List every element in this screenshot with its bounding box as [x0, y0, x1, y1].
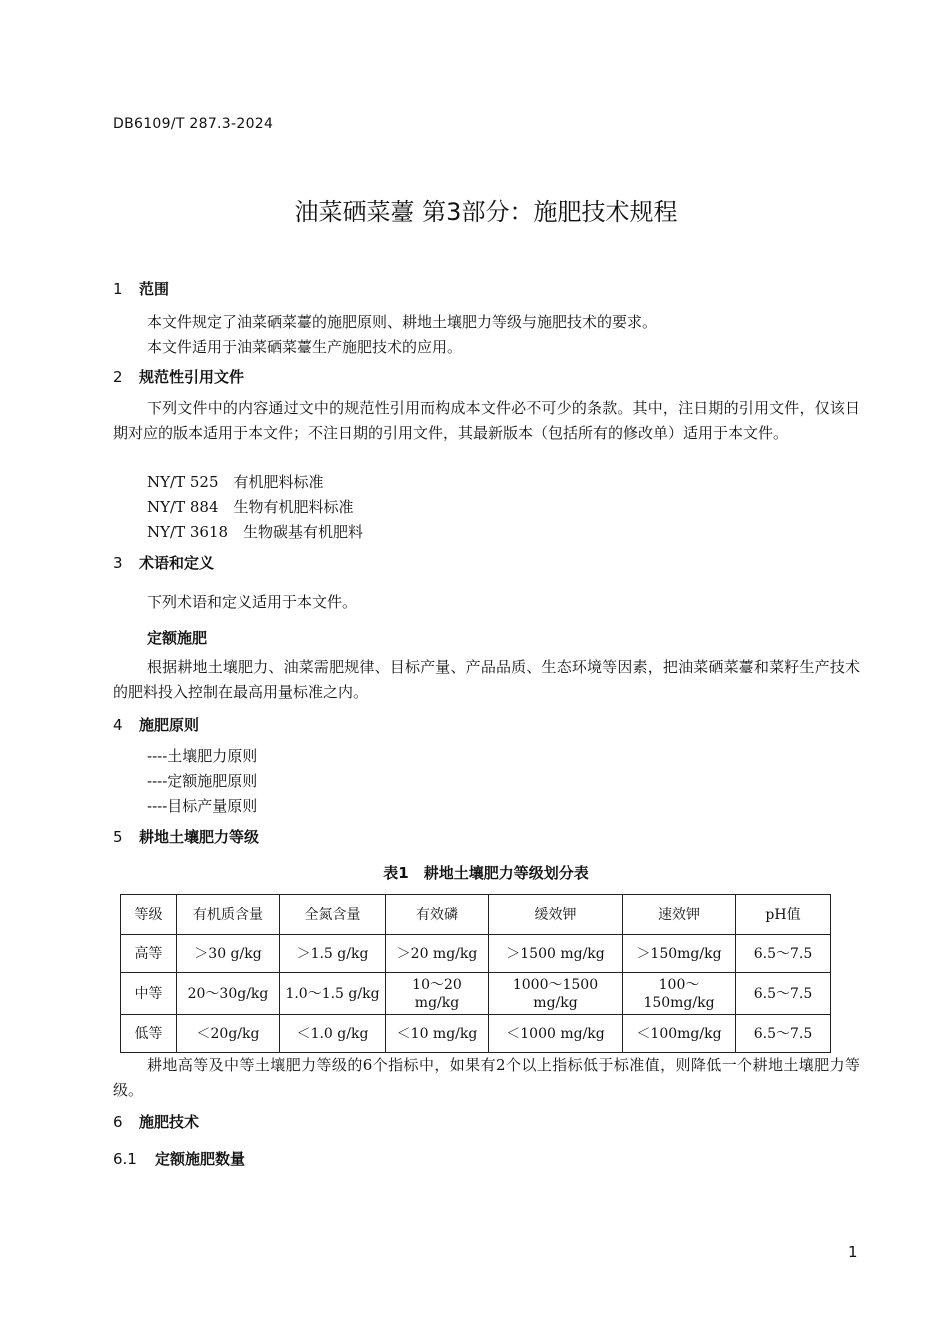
table-cell: 低等	[121, 1015, 177, 1053]
reference-item: NY/T 525 有机肥料标准	[147, 473, 324, 491]
table-cell: 100～150mg/kg	[623, 973, 736, 1015]
table-cell: 中等	[121, 973, 177, 1015]
soil-fertility-table	[120, 894, 831, 1053]
table-cell: ＞150mg/kg	[623, 935, 736, 973]
section-number: 3	[113, 554, 123, 572]
section-title: 规范性引用文件	[139, 368, 245, 386]
section-2-heading	[113, 366, 244, 387]
table-row	[121, 935, 831, 973]
section-number: 4	[113, 716, 123, 734]
principle-item: ----目标产量原则	[147, 797, 258, 815]
terms-intro: 下列术语和定义适用于本文件。	[147, 593, 358, 611]
principle-item: ----土壤肥力原则	[147, 747, 258, 765]
table-cell: ＜1000 mg/kg	[489, 1015, 623, 1053]
scope-paragraph-1: 本文件规定了油菜硒菜薹的施肥原则、耕地土壤肥力等级与施肥技术的要求。	[147, 313, 658, 331]
table-cell: 1000～1500 mg/kg	[489, 973, 623, 1015]
table-cell: ＜10 mg/kg	[386, 1015, 489, 1053]
term-definition: 根据耕地土壤肥力、油菜需肥规律、目标产量、产品品质、生态环境等因素，把油菜硒菜薹和菜籽生产技术的肥料投入控制在最高用量标准之内。	[113, 658, 860, 701]
table-cell: ＜100mg/kg	[623, 1015, 736, 1053]
section-number: 6	[113, 1113, 123, 1131]
section-1-heading	[113, 278, 169, 299]
table-cell: ＞30 g/kg	[177, 935, 280, 973]
section-title: 范围	[139, 280, 170, 298]
table-cell: 6.5～7.5	[736, 935, 831, 973]
table-cell: ＜1.0 g/kg	[280, 1015, 386, 1053]
table-cell: 1.0～1.5 g/kg	[280, 973, 386, 1015]
section-3-heading	[113, 552, 214, 573]
section-title: 施肥技术	[139, 1113, 200, 1131]
section-4-heading	[113, 714, 199, 735]
header-cell: pH值	[736, 895, 831, 935]
header-cell: 等级	[121, 895, 177, 935]
table-row	[121, 973, 831, 1015]
section-6-1-heading	[113, 1148, 245, 1169]
table-cell: 高等	[121, 935, 177, 973]
header-cell: 缓效钾	[489, 895, 623, 935]
section-title: 耕地土壤肥力等级	[139, 828, 260, 846]
table-cell: 6.5～7.5	[736, 973, 831, 1015]
table-note: 耕地高等及中等土壤肥力等级的6个指标中，如果有2个以上指标低于标准值，则降低一个耕地土壤肥力等级。	[113, 1056, 860, 1099]
table-cell: ＞1500 mg/kg	[489, 935, 623, 973]
section-number: 6.1	[113, 1150, 137, 1168]
header-cell: 速效钾	[623, 895, 736, 935]
table-row	[121, 1015, 831, 1053]
section-number: 1	[113, 280, 123, 298]
page-number: 1	[848, 1243, 858, 1261]
principle-item: ----定额施肥原则	[147, 772, 258, 790]
table-caption: 表1 耕地土壤肥力等级划分表	[383, 864, 589, 882]
scope-paragraph-2: 本文件适用于油菜硒菜薹生产施肥技术的应用。	[147, 338, 463, 356]
table-cell: 20～30g/kg	[177, 973, 280, 1015]
section-title: 术语和定义	[139, 554, 215, 572]
section-6-heading	[113, 1111, 199, 1132]
table-cell: ＞1.5 g/kg	[280, 935, 386, 973]
header-cell: 有效磷	[386, 895, 489, 935]
table-cell: 6.5～7.5	[736, 1015, 831, 1053]
section-5-heading	[113, 826, 259, 847]
table-cell: ＞20 mg/kg	[386, 935, 489, 973]
section-number: 5	[113, 828, 123, 846]
page-title: 油菜硒菜薹 第3部分：施肥技术规程	[294, 198, 678, 226]
table-cell: ＜20g/kg	[177, 1015, 280, 1053]
reference-item: NY/T 3618 生物碳基有机肥料	[147, 523, 364, 541]
term-name: 定额施肥	[147, 629, 208, 647]
section-number: 2	[113, 368, 123, 386]
section-title: 定额施肥数量	[155, 1150, 246, 1168]
normative-references-paragraph: 下列文件中的内容通过文中的规范性引用而构成本文件必不可少的条款。其中，注日期的引用文件，仅该日期对应的版本适用于本文件；不注日期的引用文件，其最新版本（包括所有的修改单）适用于本文件。	[113, 399, 860, 442]
header-cell: 有机质含量	[177, 895, 280, 935]
section-title: 施肥原则	[139, 716, 200, 734]
document-id: DB6109/T 287.3-2024	[113, 116, 274, 132]
header-cell: 全氮含量	[280, 895, 386, 935]
table-cell: 10～20 mg/kg	[386, 973, 489, 1015]
table-header-row	[121, 895, 831, 935]
reference-item: NY/T 884 生物有机肥料标准	[147, 498, 354, 516]
